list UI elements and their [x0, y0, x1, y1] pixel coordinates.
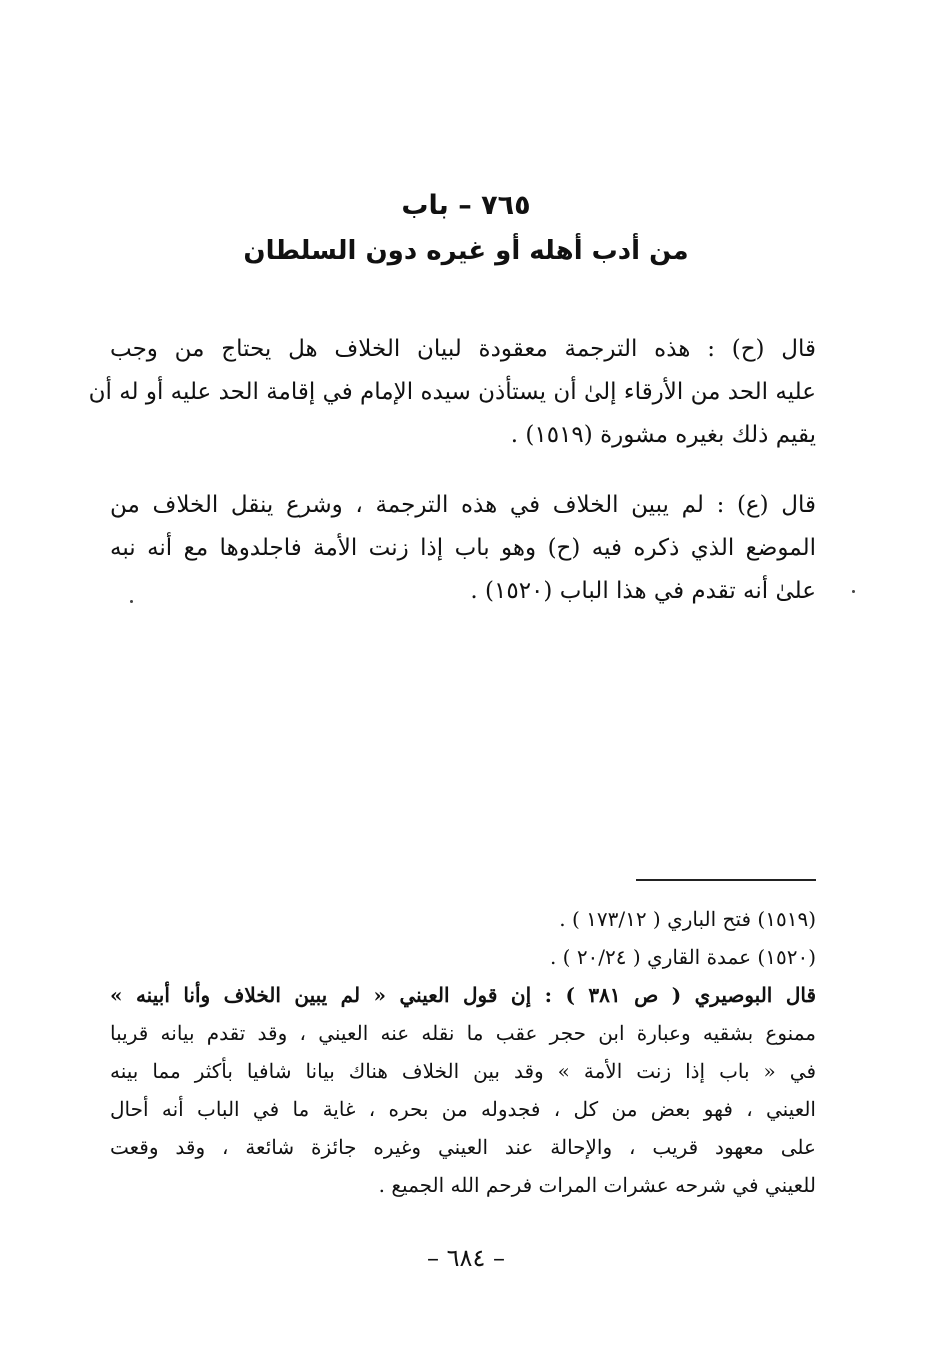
paragraph-line: قال (ح) : هذه الترجمة معقودة لبيان الخلاف هل يحتاج من وجب	[110, 336, 816, 362]
paragraph-line: يقيم ذلك بغيره مشورة (١٥١٩) .	[510, 422, 816, 448]
footnote-line: على معهود قريب ، والإحالة عند العيني وغيره جائزة شائعة ، وقد وقعت	[110, 1135, 816, 1159]
footnote-commentary	[110, 976, 816, 1204]
speck-mark	[130, 600, 133, 603]
chapter-number-heading: ٧٦٥ – باب	[401, 190, 531, 221]
footnote-line: للعيني في شرحه عشرات المرات فرحم الله الجميع .	[378, 1173, 816, 1197]
footnote-line: ممنوع بشقيه وعبارة ابن حجر عقب ما نقله عنه العيني ، وقد تقدم بيانه قريبا	[110, 1021, 816, 1045]
paragraph-line: علىٰ أنه تقدم في هذا الباب (١٥٢٠) .	[470, 578, 816, 604]
page-number: – ٦٨٤ –	[427, 1244, 505, 1272]
footnote-separator	[636, 879, 816, 881]
paragraph-line: قال (ع) : لم يبين الخلاف في هذه الترجمة ، وشرع ينقل الخلاف من	[110, 492, 816, 518]
footnote-line: قال البوصيري ( ص ٣٨١ ) : إن قول العيني « لم يبين الخلاف وأنا أبينه »	[110, 983, 817, 1007]
paragraph-line: الموضع الذي ذكره فيه (ح) وهو باب إذا زنت الأمة فاجلدوها مع أنه نبه	[110, 535, 816, 561]
footnote-line: العيني ، فهو بعض من كل ، فجدوله من بحره ، غاية ما في الباب أنه أحال	[110, 1097, 816, 1121]
chapter-title: من أدب أهله أو غيره دون السلطان	[243, 236, 689, 266]
paragraph-1	[88, 328, 816, 457]
footnote-line: في « باب إذا زنت الأمة » وقد بين الخلاف هناك بيانا شافيا بأكثر مما بينه	[110, 1059, 817, 1083]
footnote-1519: (١٥١٩) فتح الباري ( ١٧٣/١٢ ) .	[559, 907, 816, 931]
paragraph-2	[110, 484, 816, 613]
footnote-1520: (١٥٢٠) عمدة القاري ( ٢٠/٢٤ ) .	[549, 945, 816, 969]
paragraph-line: عليه الحد من الأرقاء إلىٰ أن يستأذن سيده الإمام في إقامة الحد عليه أو له أن	[88, 379, 816, 405]
speck-mark	[852, 590, 855, 593]
